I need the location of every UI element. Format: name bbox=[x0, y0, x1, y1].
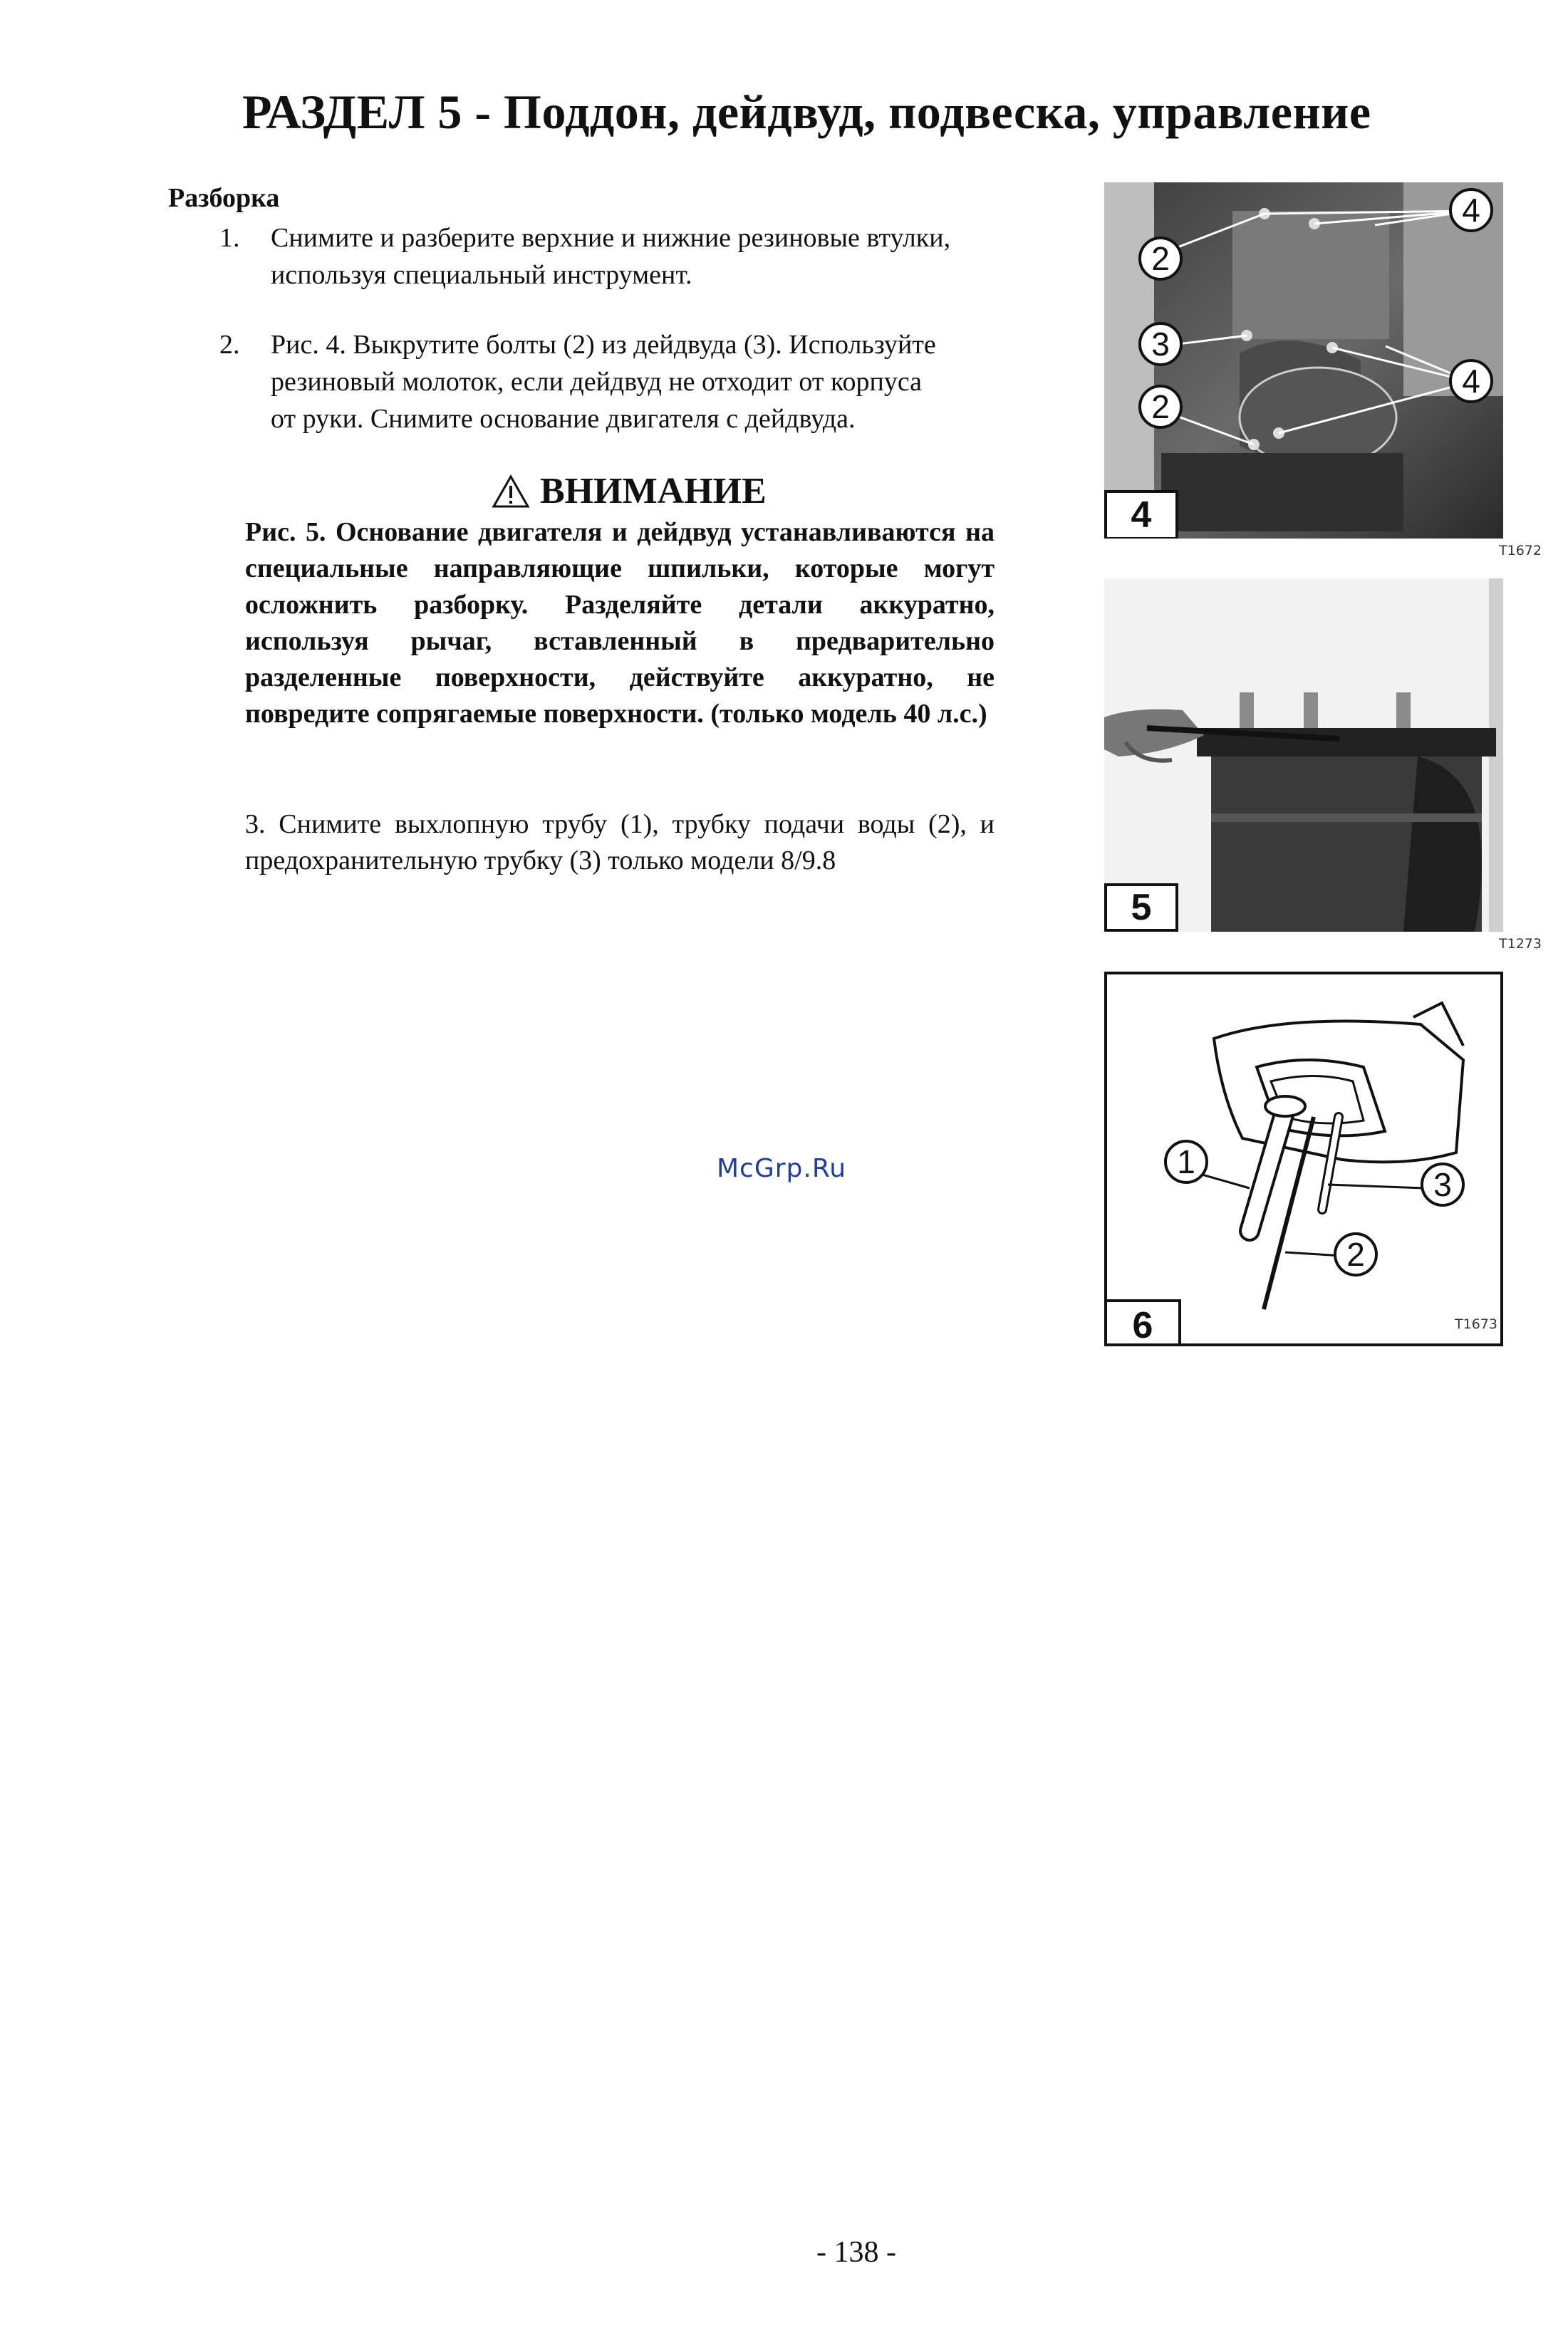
page-title: РАЗДЕЛ 5 - Поддон, дейдвуд, подвеска, управление bbox=[242, 85, 1371, 139]
step-line: от руки. Снимите основание двигателя с дейдвуда. bbox=[271, 404, 856, 434]
warning-heading bbox=[492, 470, 767, 512]
step-text bbox=[271, 219, 950, 293]
figure-6-callout: 1 bbox=[1164, 1140, 1208, 1184]
figure-4-callout: 2 bbox=[1138, 236, 1183, 281]
figure-4 bbox=[1104, 182, 1503, 539]
step-number: 1. bbox=[219, 223, 240, 253]
figure-5-label: 5 bbox=[1104, 883, 1178, 932]
figure-5 bbox=[1104, 578, 1503, 932]
figure-6-code: T1673 bbox=[1455, 1316, 1497, 1332]
figure-6-callout: 3 bbox=[1421, 1163, 1465, 1207]
figure-4-code: T1672 bbox=[1499, 543, 1542, 558]
figure-6-callout: 2 bbox=[1334, 1232, 1378, 1276]
warning-title: ВНИМАНИЕ bbox=[540, 471, 767, 511]
figure-4-callout: 4 bbox=[1449, 359, 1493, 403]
step-3: 3. Снимите выхлопную трубу (1), трубку подачи воды (2), и предохранительную трубку (3) только модели 8/9.8 bbox=[245, 809, 995, 875]
figure-4-callout: 3 bbox=[1138, 322, 1183, 366]
figure-6-label: 6 bbox=[1104, 1299, 1181, 1346]
figure-5-photo bbox=[1104, 578, 1503, 932]
figure-6 bbox=[1104, 972, 1503, 1346]
figure-5-code: T1273 bbox=[1499, 936, 1542, 952]
figure-4-callout: 2 bbox=[1138, 385, 1183, 429]
page-number: - 138 - bbox=[816, 2236, 896, 2269]
step-line: Снимите и разберите верхние и нижние резиновые втулки, bbox=[271, 223, 951, 253]
step-line: используя специальный инструмент. bbox=[271, 260, 692, 290]
step-text bbox=[271, 326, 936, 437]
warning-icon bbox=[492, 474, 530, 509]
step-2 bbox=[219, 326, 1074, 440]
figure-4-label: 4 bbox=[1104, 490, 1178, 539]
section-heading: Разборка bbox=[168, 183, 280, 213]
step-line: резиновый молоток, если дейдвуд не отходит от корпуса bbox=[271, 367, 923, 397]
figure-4-callout: 4 bbox=[1449, 188, 1493, 232]
watermark: McGrp.Ru bbox=[717, 1154, 847, 1183]
step-number: 2. bbox=[219, 330, 240, 360]
step-line: Рис. 4. Выкрутите болты (2) из дейдвуда (3). Используйте bbox=[271, 330, 936, 360]
warning-text: Рис. 5. Основание двигателя и дейдвуд устанавливаются на специальные направляющие шпильки, которые могут осложнить разборку. Разделяйте детали аккуратно, используя рычаг, вставленный в предварительно разделенные поверхности, действуйте аккуратно, не повредите сопрягаемые поверхности. (только модель 40 л.с.) bbox=[245, 517, 995, 729]
step-1 bbox=[219, 219, 1074, 298]
